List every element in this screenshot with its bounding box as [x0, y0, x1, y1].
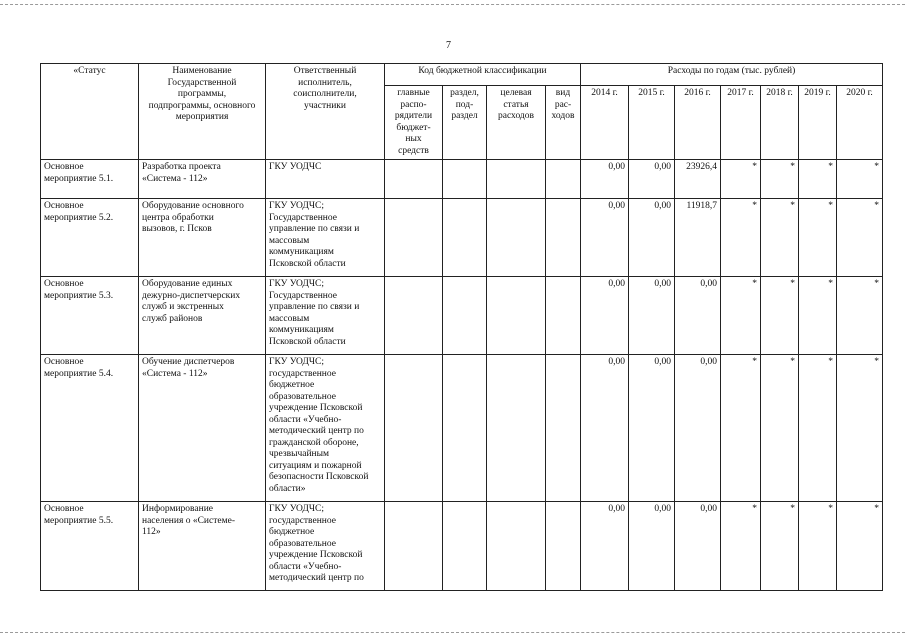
row-section [443, 502, 487, 591]
row-value-2020: * [837, 199, 883, 277]
header-expense-type: вид рас- ходов [546, 86, 581, 160]
row-value-2014: 0,00 [581, 502, 629, 591]
row-main-managers [385, 160, 443, 199]
row-status: Основное мероприятие 5.5. [41, 502, 139, 591]
row-value-2014: 0,00 [581, 160, 629, 199]
row-value-2015: 0,00 [629, 160, 675, 199]
row-value-2018: * [761, 199, 799, 277]
header-expenses: Расходы по годам (тыс. рублей) [581, 64, 883, 86]
row-main-managers [385, 355, 443, 502]
row-name: Разработка проекта «Система - 112» [139, 160, 266, 199]
row-value-2019: * [799, 160, 837, 199]
header-year-2019: 2019 г. [799, 86, 837, 160]
header-year-2015: 2015 г. [629, 86, 675, 160]
header-section: раздел, под- раздел [443, 86, 487, 160]
header-year-2016: 2016 г. [675, 86, 721, 160]
header-year-2014: 2014 г. [581, 86, 629, 160]
header-year-2020: 2020 г. [837, 86, 883, 160]
table-row [41, 355, 883, 502]
row-responsible: ГКУ УОДЧС; Государственное управление по связи и массовым коммуникациям Псковской области [266, 199, 385, 277]
row-name: Оборудование единых дежурно-диспетчерских служб и экстренных служб районов [139, 277, 266, 355]
page-top-edge [0, 4, 905, 5]
row-target-article [487, 199, 546, 277]
row-name: Обучение диспетчеров «Система - 112» [139, 355, 266, 502]
row-status: Основное мероприятие 5.2. [41, 199, 139, 277]
row-value-2019: * [799, 355, 837, 502]
header-target-article: целевая статья расходов [487, 86, 546, 160]
row-value-2015: 0,00 [629, 199, 675, 277]
row-target-article [487, 355, 546, 502]
row-value-2015: 0,00 [629, 277, 675, 355]
page-number: 7 [446, 40, 451, 51]
row-name: Информирование населения о «Системе- 112» [139, 502, 266, 591]
row-value-2018: * [761, 160, 799, 199]
row-responsible: ГКУ УОДЧС; государственное бюджетное образовательное учреждение Псковской области «Учебно- методический центр по гражданской обороне, чрезвычайным ситуациям и пожарной безопасности Псковской области» [266, 355, 385, 502]
row-value-2019: * [799, 502, 837, 591]
row-section [443, 160, 487, 199]
row-responsible: ГКУ УОДЧС [266, 160, 385, 199]
budget-table [40, 63, 883, 591]
row-value-2016: 0,00 [675, 502, 721, 591]
row-expense-type [546, 199, 581, 277]
row-value-2014: 0,00 [581, 355, 629, 502]
row-value-2015: 0,00 [629, 502, 675, 591]
header-status: «Статус [41, 64, 139, 160]
header-year-2018: 2018 г. [761, 86, 799, 160]
row-value-2017: * [721, 160, 761, 199]
row-expense-type [546, 277, 581, 355]
row-status: Основное мероприятие 5.3. [41, 277, 139, 355]
row-main-managers [385, 277, 443, 355]
header-main-managers: главные распо- рядители бюджет- ных средств [385, 86, 443, 160]
row-section [443, 355, 487, 502]
row-value-2016: 11918,7 [675, 199, 721, 277]
row-main-managers [385, 199, 443, 277]
row-value-2015: 0,00 [629, 355, 675, 502]
row-value-2017: * [721, 277, 761, 355]
row-name: Оборудование основного центра обработки вызовов, г. Псков [139, 199, 266, 277]
row-value-2014: 0,00 [581, 199, 629, 277]
table-row [41, 199, 883, 277]
table-row [41, 160, 883, 199]
header-year-2017: 2017 г. [721, 86, 761, 160]
row-value-2020: * [837, 160, 883, 199]
row-expense-type [546, 502, 581, 591]
row-target-article [487, 160, 546, 199]
table-row [41, 277, 883, 355]
row-value-2020: * [837, 277, 883, 355]
row-value-2020: * [837, 355, 883, 502]
row-value-2017: * [721, 199, 761, 277]
row-value-2019: * [799, 199, 837, 277]
row-target-article [487, 277, 546, 355]
row-value-2018: * [761, 502, 799, 591]
row-responsible: ГКУ УОДЧС; государственное бюджетное образовательное учреждение Псковской области «Учебно- методический центр по [266, 502, 385, 591]
header-budget-code: Код бюджетной классификации [385, 64, 581, 86]
row-section [443, 199, 487, 277]
row-expense-type [546, 355, 581, 502]
row-value-2016: 0,00 [675, 355, 721, 502]
row-target-article [487, 502, 546, 591]
row-status: Основное мероприятие 5.1. [41, 160, 139, 199]
row-value-2017: * [721, 355, 761, 502]
row-status: Основное мероприятие 5.4. [41, 355, 139, 502]
row-value-2014: 0,00 [581, 277, 629, 355]
header-responsible: Ответственный исполнитель, соисполнители, участники [266, 64, 385, 160]
row-main-managers [385, 502, 443, 591]
row-value-2020: * [837, 502, 883, 591]
row-value-2017: * [721, 502, 761, 591]
table-row [41, 502, 883, 591]
row-section [443, 277, 487, 355]
row-expense-type [546, 160, 581, 199]
row-value-2016: 0,00 [675, 277, 721, 355]
row-value-2018: * [761, 355, 799, 502]
row-value-2018: * [761, 277, 799, 355]
row-responsible: ГКУ УОДЧС; Государственное управление по связи и массовым коммуникациям Псковской области [266, 277, 385, 355]
header-name: Наименование Государственной программы, подпрограммы, основного мероприятия [139, 64, 266, 160]
row-value-2016: 23926,4 [675, 160, 721, 199]
row-value-2019: * [799, 277, 837, 355]
page-bottom-edge [0, 632, 905, 633]
